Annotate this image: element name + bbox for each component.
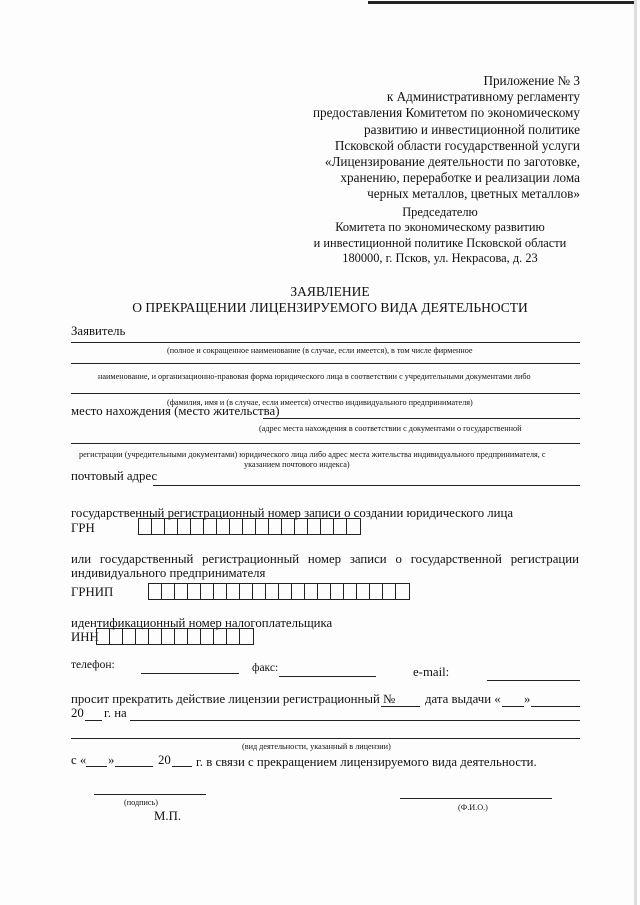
digit-box[interactable]	[240, 584, 253, 599]
digit-box[interactable]	[175, 629, 188, 644]
applicant-fio-line[interactable]	[71, 393, 580, 394]
digit-box[interactable]	[214, 629, 227, 644]
digit-box[interactable]	[269, 519, 282, 534]
location-hint-3: указанием почтового индекса)	[244, 460, 350, 469]
digit-box[interactable]	[334, 519, 347, 534]
digit-box[interactable]	[136, 629, 149, 644]
digit-box[interactable]	[240, 629, 253, 644]
digit-box[interactable]	[214, 584, 227, 599]
digit-box[interactable]	[149, 629, 162, 644]
digit-box[interactable]	[97, 629, 110, 644]
seal-placeholder: М.П.	[154, 809, 182, 823]
location-input-line[interactable]	[263, 418, 580, 419]
digit-box[interactable]	[292, 584, 305, 599]
digit-box[interactable]	[191, 519, 204, 534]
applicant-name-line[interactable]	[71, 342, 580, 343]
digit-box[interactable]	[305, 584, 318, 599]
ogrn-description: государственный регистрационный номер записи о создании юридического лица	[71, 506, 514, 520]
scan-edge-right	[634, 0, 637, 905]
digit-box[interactable]	[370, 584, 383, 599]
ogrnip-word: государственный	[99, 552, 194, 566]
addressee-line: 180000, г. Псков, ул. Некрасова, д. 23	[342, 251, 538, 266]
digit-box[interactable]	[152, 519, 165, 534]
email-label: e-mail:	[413, 665, 450, 679]
inn-description: идентификационный номер налогоплательщика	[71, 616, 333, 630]
digit-box[interactable]	[175, 584, 188, 599]
digit-box[interactable]	[331, 584, 344, 599]
fax-label: факс:	[252, 662, 279, 674]
termination-day-line[interactable]	[86, 766, 107, 767]
digit-box[interactable]	[188, 584, 201, 599]
location-label: место нахождения (место жительства)	[71, 404, 280, 418]
scan-edge-top	[368, 1, 636, 4]
ogrnip-word: регистрационный	[202, 552, 300, 566]
signature-line[interactable]	[94, 794, 206, 795]
header-line: хранению, переработке и реализации лома	[340, 170, 580, 186]
digit-box[interactable]	[318, 584, 331, 599]
applicant-hint-1: (полное и сокращенное наименование (в случае, если имеется), в том числе фирменное	[167, 346, 473, 355]
digit-box[interactable]	[217, 519, 230, 534]
issue-month-line[interactable]	[531, 706, 580, 707]
applicant-label: Заявитель	[71, 324, 126, 338]
issue-day-line[interactable]	[502, 706, 524, 707]
digit-box[interactable]	[165, 519, 178, 534]
digit-box[interactable]	[201, 584, 214, 599]
digit-box[interactable]	[227, 629, 240, 644]
header-line: предоставления Комитетом по экономическому	[312, 105, 580, 121]
activity-type-continuation-line[interactable]	[71, 738, 580, 739]
addressee-block	[300, 205, 580, 267]
digit-box[interactable]	[347, 519, 360, 534]
issue-date-close: »	[524, 692, 531, 706]
digit-box[interactable]	[230, 519, 243, 534]
header-line: «Лицензирование деятельности по заготовке,	[324, 154, 580, 170]
postal-address-line[interactable]	[153, 485, 580, 486]
activity-type-hint: (вид деятельности, указанный в лицензии)	[242, 742, 391, 751]
digit-box[interactable]	[201, 629, 214, 644]
fio-hint: (Ф.И.О.)	[458, 803, 488, 812]
digit-box[interactable]	[266, 584, 279, 599]
ogrnip-description-row	[71, 552, 579, 567]
ogrnip-word: регистрации	[510, 552, 579, 566]
header-line: развитию и инвестиционной политике	[363, 121, 580, 137]
digit-box[interactable]	[396, 584, 409, 599]
applicant-hint-3: (фамилия, имя и (в случае, если имеется) отчество индивидуального предпринимателя)	[167, 398, 473, 407]
phone-input-line[interactable]	[141, 673, 239, 674]
license-number-line[interactable]	[381, 706, 420, 707]
digit-box[interactable]	[321, 519, 334, 534]
termination-month-line[interactable]	[115, 766, 153, 767]
location-hint-2: регистрации (учредительными документами) юридического лица либо адрес места жительства индивидуального предпринимателя, с	[79, 450, 546, 459]
year-prefix: 20	[71, 706, 84, 720]
termination-reason-text: г. в связи с прекращением лицензируемого вида деятельности.	[196, 755, 537, 769]
header-line: черных металлов, цветных металлов»	[367, 186, 580, 202]
digit-box[interactable]	[243, 519, 256, 534]
termination-year-line[interactable]	[172, 766, 192, 767]
location-hint-1: (адрес места нахождения в соответствии с документами о государственной	[259, 424, 522, 433]
fax-input-line[interactable]	[279, 676, 376, 677]
digit-box[interactable]	[188, 629, 201, 644]
year-suffix: г. на	[104, 706, 127, 720]
phone-label: телефон:	[71, 659, 115, 671]
digit-box[interactable]	[123, 629, 136, 644]
header-line: к Административному регламенту	[386, 89, 580, 105]
signature-hint: (подпись)	[124, 798, 158, 807]
ogrnip-digit-boxes[interactable]	[148, 583, 410, 600]
ogrnip-description-line-2: индивидуального предпринимателя	[71, 566, 266, 580]
header-line: Приложение № 3	[483, 73, 580, 88]
ogrn-digit-boxes[interactable]	[138, 518, 361, 535]
digit-box[interactable]	[279, 584, 292, 599]
termination-from-prefix: с «	[71, 753, 87, 767]
addressee-line: Председателю	[402, 205, 478, 219]
year-input-line[interactable]	[85, 720, 102, 721]
addressee-line: Комитета по экономическому развитию	[335, 220, 545, 235]
digit-box[interactable]	[383, 584, 396, 599]
ogrn-label: ГРН	[71, 521, 95, 535]
digit-box[interactable]	[308, 519, 321, 534]
digit-box[interactable]	[253, 584, 266, 599]
appendix-header	[313, 73, 580, 203]
termination-year-prefix: 20	[158, 753, 171, 767]
ogrnip-label: ГРНИП	[71, 585, 114, 599]
ogrnip-word: номер	[307, 552, 342, 566]
header-line: Псковской области государственной услуги	[334, 137, 580, 153]
document-title: ЗАЯВЛЕНИЕ	[290, 284, 370, 299]
addressee-line: и инвестиционной политике Псковской области	[313, 235, 567, 250]
inn-digit-boxes[interactable]	[96, 628, 254, 645]
inn-label: ИНН	[71, 630, 99, 644]
applicant-form-line[interactable]	[71, 363, 580, 364]
digit-box[interactable]	[178, 519, 191, 534]
email-input-line[interactable]	[487, 680, 580, 681]
digit-box[interactable]	[295, 519, 308, 534]
location-continuation-line[interactable]	[71, 443, 580, 444]
ogrnip-word: о	[395, 552, 402, 566]
digit-box[interactable]	[256, 519, 269, 534]
digit-box[interactable]	[344, 584, 357, 599]
ogrnip-word: записи	[349, 552, 387, 566]
ogrnip-word: или	[71, 552, 92, 566]
postal-address-label: почтовый адрес	[71, 469, 158, 483]
digit-box[interactable]	[162, 629, 175, 644]
termination-date-close: »	[108, 753, 115, 767]
digit-box[interactable]	[149, 584, 162, 599]
digit-box[interactable]	[282, 519, 295, 534]
ogrnip-word: государственной	[410, 552, 502, 566]
request-text: просит прекратить действие лицензии регистрационный №	[71, 692, 396, 706]
issue-date-label: дата выдачи «	[425, 692, 501, 706]
fio-line[interactable]	[400, 798, 552, 799]
digit-box[interactable]	[139, 519, 152, 534]
digit-box[interactable]	[110, 629, 123, 644]
digit-box[interactable]	[357, 584, 370, 599]
digit-box[interactable]	[204, 519, 217, 534]
activity-type-line[interactable]	[130, 720, 580, 721]
digit-box[interactable]	[162, 584, 175, 599]
applicant-hint-2: наименование, и организационно-правовая форма юридического лица в соответствии с учредительными документами либо	[98, 372, 531, 381]
document-subtitle: О ПРЕКРАЩЕНИИ ЛИЦЕНЗИРУЕМОГО ВИДА ДЕЯТЕЛЬНОСТИ	[132, 300, 528, 315]
digit-box[interactable]	[227, 584, 240, 599]
